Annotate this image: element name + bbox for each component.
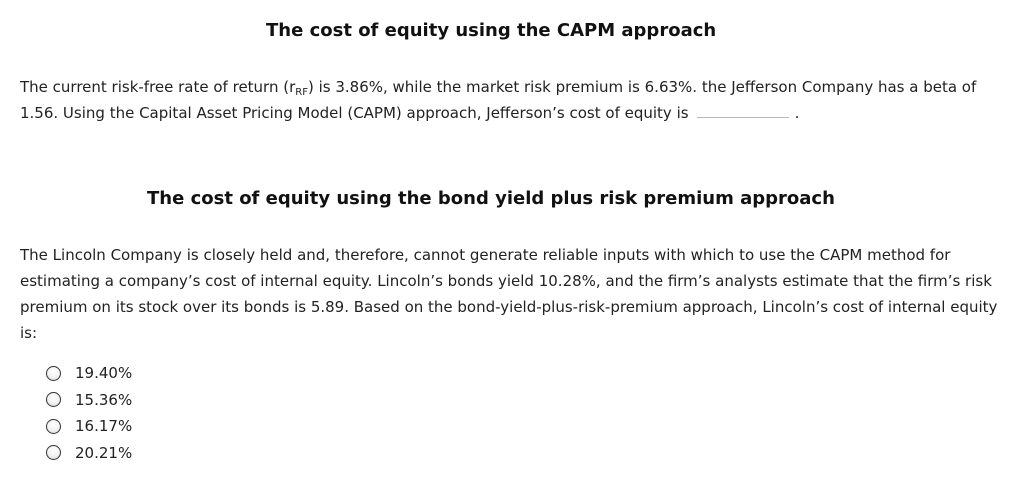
risk-free-subscript: RF (295, 87, 308, 98)
capm-section-title: The cost of equity using the CAPM approach (266, 20, 717, 41)
answer-option-label: 20.21% (75, 443, 133, 462)
answer-option-label: 19.40% (75, 364, 133, 383)
bond-yield-section-title: The cost of equity using the bond yield plus risk premium approach (147, 188, 835, 209)
answer-option-1[interactable] (46, 360, 132, 387)
capm-question-text (20, 74, 1010, 126)
answer-options-list (46, 360, 132, 466)
radio-button-icon[interactable] (46, 419, 61, 434)
capm-text-part1: The current risk-free rate of return (r (20, 78, 296, 96)
sentence-period: . (794, 104, 800, 122)
radio-button-icon[interactable] (46, 445, 61, 460)
answer-option-label: 15.36% (75, 390, 133, 409)
radio-button-icon[interactable] (46, 366, 61, 381)
capm-text-part2: ) is 3.86%, while the market risk premium is 6.63%. the Jefferson Company has a beta of 1.56. Using the Capital Asset Pricing Model (CAPM) approach, Jefferson’s cost of equity is (20, 78, 977, 122)
answer-option-4[interactable] (46, 440, 132, 467)
answer-option-3[interactable] (46, 413, 132, 440)
bond-yield-question-text: The Lincoln Company is closely held and, therefore, cannot generate reliable inputs with which to use the CAPM method for estimating a company’s cost of internal equity. Lincoln’s bonds yield 10.28%, and the firm’s analysts estimate that the firm’s risk premium on its stock over its bonds is 5.89. Based on the bond-yield-plus-risk-premium approach, Lincoln’s cost of internal equity is: (20, 246, 998, 342)
cost-of-equity-answer-blank[interactable] (697, 102, 789, 118)
answer-option-2[interactable] (46, 387, 132, 414)
answer-option-label: 16.17% (75, 417, 133, 436)
radio-button-icon[interactable] (46, 392, 61, 407)
